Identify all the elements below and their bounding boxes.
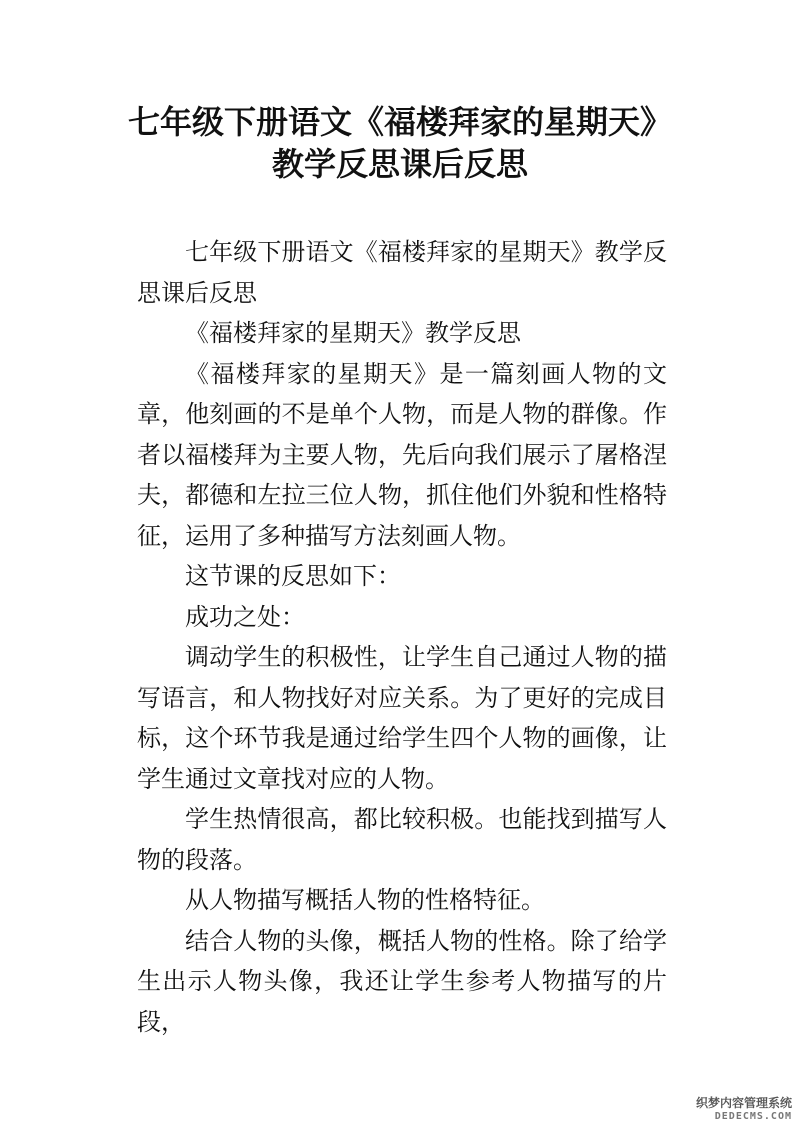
paragraph-6: 调动学生的积极性，让学生自己通过人物的描写语言，和人物找好对应关系。为了更好的完成目标，这个环节我是通过给学生四个人物的画像，让学生通过文章找对应的人物。 xyxy=(137,643,667,793)
watermark xyxy=(696,1097,792,1122)
paragraph-8: 从人物描写概括人物的性格特征。 xyxy=(185,886,545,914)
document-title-line-1: 七年级下册语文《福楼拜家的星期天》 xyxy=(127,103,672,141)
paragraph-1: 七年级下册语文《福楼拜家的星期天》教学反思课后反思 xyxy=(137,238,667,307)
paragraph-4: 这节课的反思如下： xyxy=(185,562,401,590)
paragraph-9: 结合人物的头像，概括人物的性格。除了给学生出示人物头像，我还让学生参考人物描写的片段， xyxy=(137,926,667,1036)
watermark-en: DEDECMS.COM xyxy=(714,1111,792,1122)
paragraph-5: 成功之处： xyxy=(185,602,305,631)
document-title-line-2: 教学反思课后反思 xyxy=(271,145,528,183)
document-body xyxy=(137,232,667,1042)
watermark-cn: 织梦内容管理系统 xyxy=(695,1096,792,1110)
paragraph-2: 《福楼拜家的星期天》教学反思 xyxy=(185,319,521,347)
paragraph-7: 学生热情很高，都比较积极。也能找到描写人物的段落。 xyxy=(137,805,667,874)
paragraph-3: 《福楼拜家的星期天》是一篇刻画人物的文章，他刻画的不是单个人物，而是人物的群像。作者以福楼拜为主要人物，先后向我们展示了屠格涅夫，都德和左拉三位人物，抓住他们外貌和性格特征，运用了多种描写方法刻画人物。 xyxy=(137,359,667,550)
